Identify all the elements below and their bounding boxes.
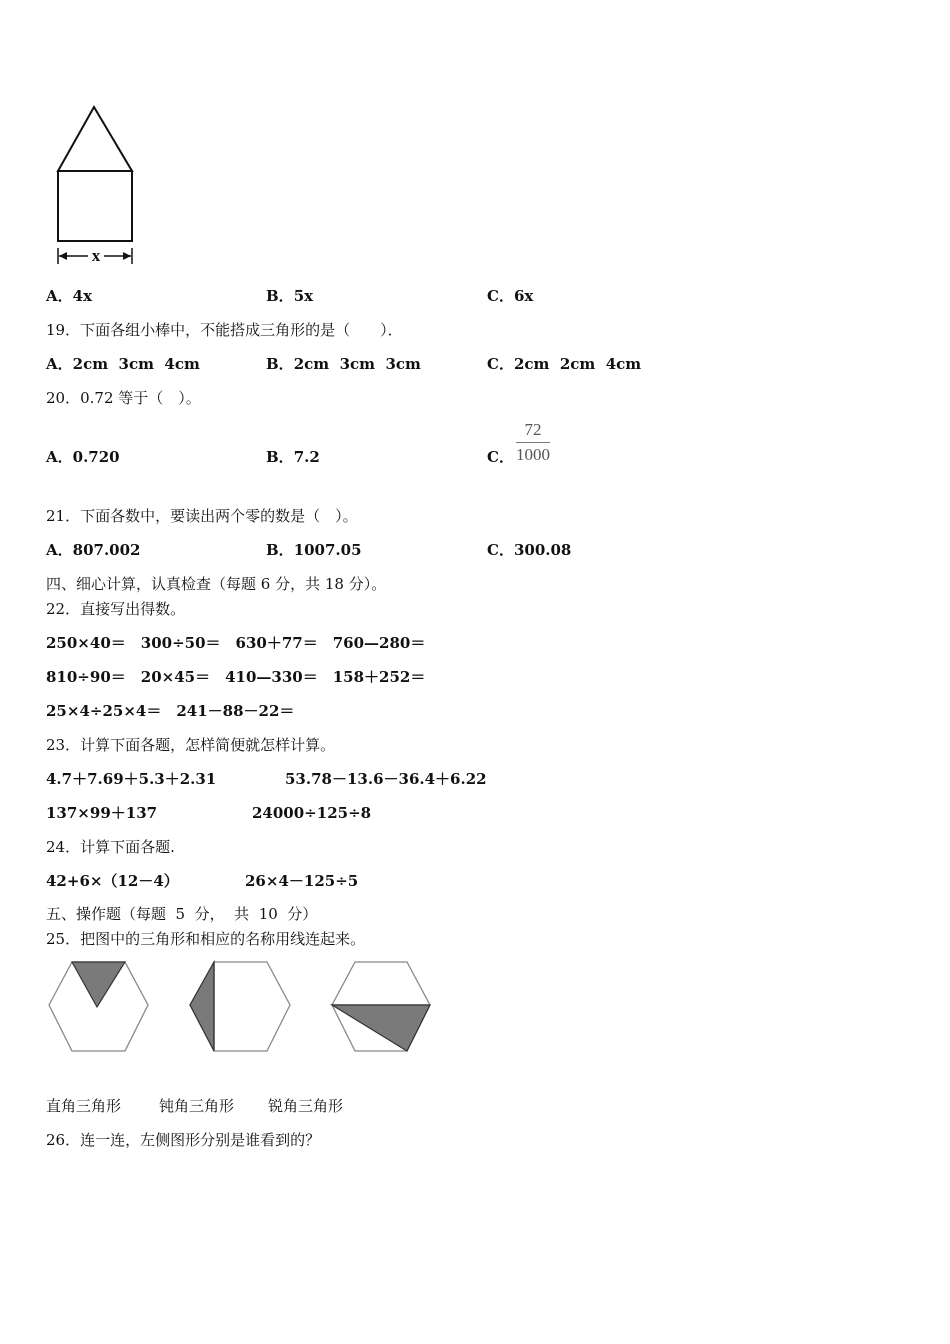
q21-option-b[interactable]: B．1007.05 [266, 541, 362, 559]
q24-stem: 24．计算下面各题. [46, 838, 175, 856]
q19-stem: 19．下面各组小棒中，不能搭成三角形的是（ ）． [46, 321, 403, 339]
house-square [58, 171, 132, 241]
q19-option-b[interactable]: B．2cm 3cm 3cm [266, 355, 421, 373]
triangle-shaded-2 [190, 962, 214, 1051]
q20-stem: 20．0.72 等于（ ）。 [46, 389, 201, 407]
q24-item-2: 26×4－125÷5 [245, 872, 359, 890]
q19-option-c[interactable]: C．2cm 2cm 4cm [487, 355, 642, 373]
q22-row-2: 810÷90＝ 20×45＝ 410—330＝ 158＋252＝ [46, 668, 426, 686]
q18-option-c[interactable]: C．6x [487, 287, 534, 305]
q22-row-3: 25×4÷25×4＝ 241－88－22＝ [46, 702, 295, 720]
triangle-name-acute[interactable]: 锐角三角形 [268, 1097, 344, 1115]
q20-option-c-letter[interactable]: C． [487, 448, 514, 466]
dimension-arrow-right [123, 252, 131, 260]
q22-row-1: 250×40＝ 300÷50＝ 630＋77＝ 760—280＝ [46, 634, 426, 652]
triangle-shaded-1 [72, 962, 125, 1007]
q23-item-1: 4.7＋7.69＋5.3＋2.31 [46, 770, 217, 788]
q24-item-1: 42+6×（12－4） [46, 872, 179, 890]
house-roof [58, 107, 132, 171]
q23-stem: 23．计算下面各题，怎样简便就怎样计算。 [46, 736, 336, 754]
q23-item-3: 137×99＋137 [46, 804, 158, 822]
q21-stem: 21．下面各数中，要读出两个零的数是（ ）。 [46, 507, 358, 525]
q21-option-a[interactable]: A．807.002 [46, 541, 141, 559]
q20-option-c-fraction[interactable] [516, 420, 550, 465]
triangle-name-obtuse[interactable]: 钝角三角形 [159, 1097, 235, 1115]
q18-option-a[interactable]: A．4x [46, 287, 93, 305]
q22-stem: 22．直接写出得数。 [46, 600, 186, 618]
fraction-denominator: 1000 [516, 445, 550, 464]
triangle-name-right[interactable]: 直角三角形 [46, 1097, 122, 1115]
q20-option-a[interactable]: A．0.720 [46, 448, 120, 466]
dimension-arrow-left [59, 252, 67, 260]
q25-hexagon-figures [40, 955, 440, 1060]
section5-title: 五、操作题（每题 5 分， 共 10 分） [46, 905, 318, 923]
q21-option-c[interactable]: C．300.08 [487, 541, 572, 559]
dimension-label: x [91, 246, 101, 265]
triangle-shaded-3 [332, 1005, 430, 1051]
q23-item-2: 53.78－13.6－36.4＋6.22 [285, 770, 487, 788]
q20-option-b[interactable]: B．7.2 [266, 448, 320, 466]
section4-title: 四、细心计算，认真检查（每题 6 分，共 18 分）。 [46, 575, 387, 593]
fraction-numerator: 72 [516, 420, 550, 443]
q26-stem: 26．连一连，左侧图形分别是谁看到的？ [46, 1131, 321, 1149]
q18-option-b[interactable]: B．5x [266, 287, 314, 305]
q19-option-a[interactable]: A．2cm 3cm 4cm [46, 355, 200, 373]
q23-item-4: 24000÷125÷8 [252, 804, 372, 822]
house-figure [50, 100, 145, 270]
q25-stem: 25．把图中的三角形和相应的名称用线连起来。 [46, 930, 366, 948]
